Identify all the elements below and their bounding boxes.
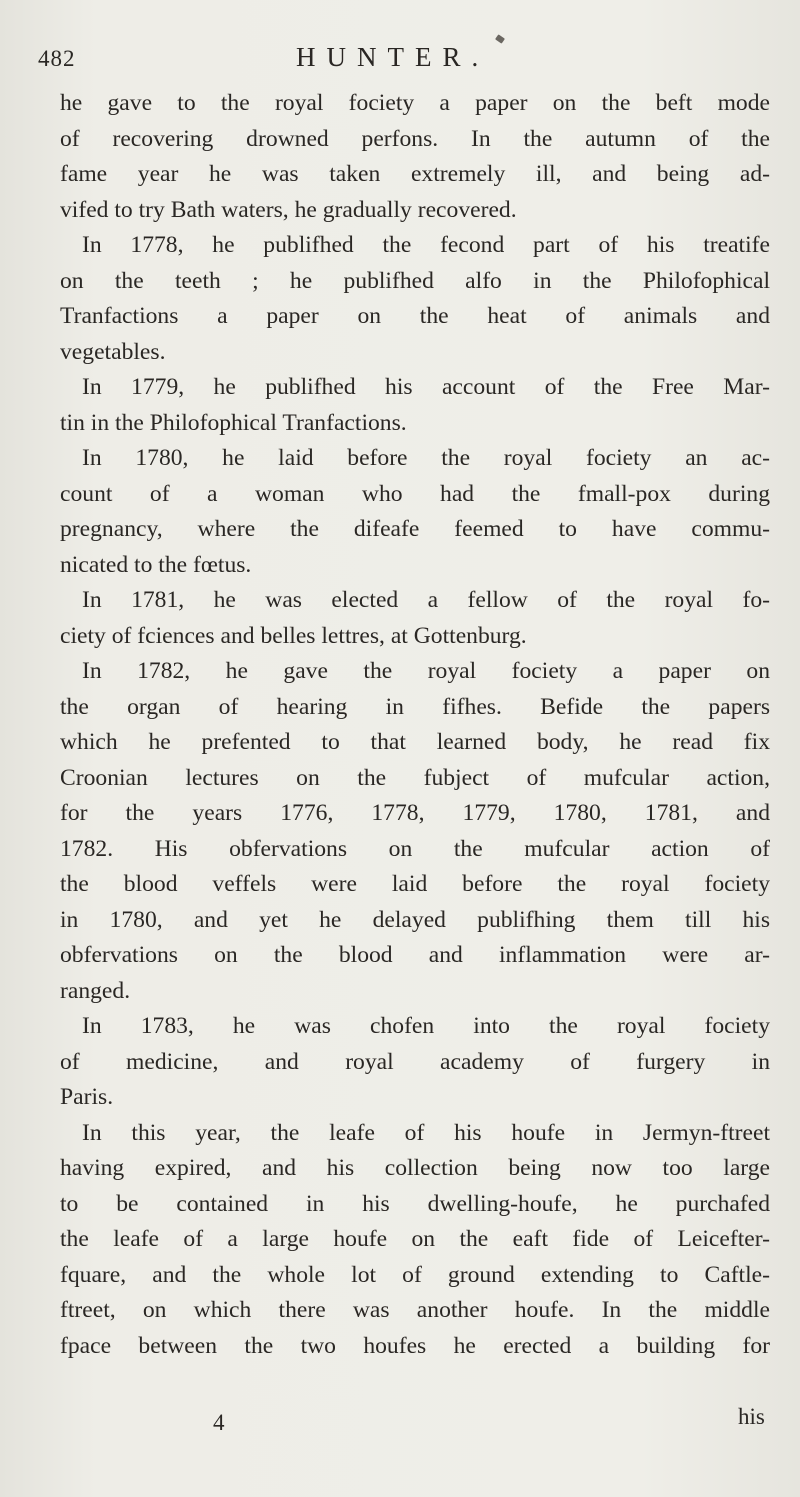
text-line: In 1781, he was elected a fellow of the royal fo- — [82, 587, 770, 613]
text-line: tin in the Philofophical Tranfactions. — [60, 409, 407, 436]
text-line: ftreet, on which there was another houfe. In the middle — [60, 1297, 770, 1323]
text-line: In 1780, he laid before the royal fociety an ac- — [82, 445, 770, 471]
text-line: in 1780, and yet he delayed publifhing them till his — [60, 906, 770, 933]
ink-mark — [495, 34, 505, 44]
text-line: the leafe of a large houfe on the eaft fide of Leicefter- — [60, 1226, 770, 1252]
text-line: Paris. — [60, 1084, 114, 1110]
text-line: of recovering drowned perfons. In the autumn of the — [60, 125, 770, 152]
text-line: Tranfactions a paper on the heat of animals and — [60, 303, 770, 329]
text-line: fquare, and the whole lot of ground extending to Caftle- — [60, 1261, 770, 1288]
text-line: he gave to the royal fociety a paper on the beft mode — [60, 90, 770, 116]
text-line: fpace between the two houfes he erected a building for — [60, 1332, 770, 1359]
text-line: In 1779, he publifhed his account of the Free Mar- — [82, 374, 770, 400]
text-line: ciety of fciences and belles lettres, at Gottenburg. — [60, 622, 527, 649]
text-line: obfervations on the blood and inflammation were ar- — [60, 942, 770, 968]
text-line: having expired, and his collection being now too large — [60, 1155, 770, 1181]
text-line: ranged. — [60, 977, 131, 1004]
text-line: In 1783, he was chofen into the royal fociety — [82, 1013, 770, 1039]
text-line: pregnancy, where the difeafe feemed to have commu- — [60, 516, 770, 542]
page-number: 482 — [38, 46, 76, 71]
text-line: nicated to the fœtus. — [60, 551, 252, 578]
text-line: the organ of hearing in fifhes. Befide the papers — [60, 693, 770, 720]
signature-mark: 4 — [213, 1410, 225, 1435]
text-line: vegetables. — [60, 338, 166, 365]
text-line: vifed to try Bath waters, he gradually recovered. — [60, 196, 517, 223]
text-line: to be contained in his dwelling-houfe, he purchafed — [60, 1190, 770, 1217]
text-line: In this year, the leafe of his houfe in Jermyn-ftreet — [82, 1119, 770, 1146]
text-line: count of a woman who had the fmall-pox during — [60, 480, 770, 507]
text-line: In 1778, he publifhed the fecond part of his treatife — [82, 232, 770, 258]
catchword: his — [738, 1404, 765, 1429]
text-line: for the years 1776, 1778, 1779, 1780, 1781, and — [60, 800, 770, 826]
text-line: Croonian lectures on the fubject of mufcular action, — [60, 764, 770, 791]
text-line: In 1782, he gave the royal fociety a paper on — [82, 658, 770, 684]
text-line: the blood veffels were laid before the royal fociety — [60, 871, 770, 897]
text-line: which he prefented to that learned body, he read fix — [60, 729, 770, 755]
text-line: 1782. His obfervations on the mufcular action of — [60, 835, 770, 862]
body-text — [60, 86, 770, 1364]
text-line: fame year he was taken extremely ill, and being ad- — [60, 161, 770, 187]
text-line: of medicine, and royal academy of furgery in — [60, 1048, 770, 1075]
text-line: on the teeth ; he publifhed alfo in the Philofophical — [60, 267, 770, 294]
running-head: HUNTER. — [296, 42, 490, 72]
